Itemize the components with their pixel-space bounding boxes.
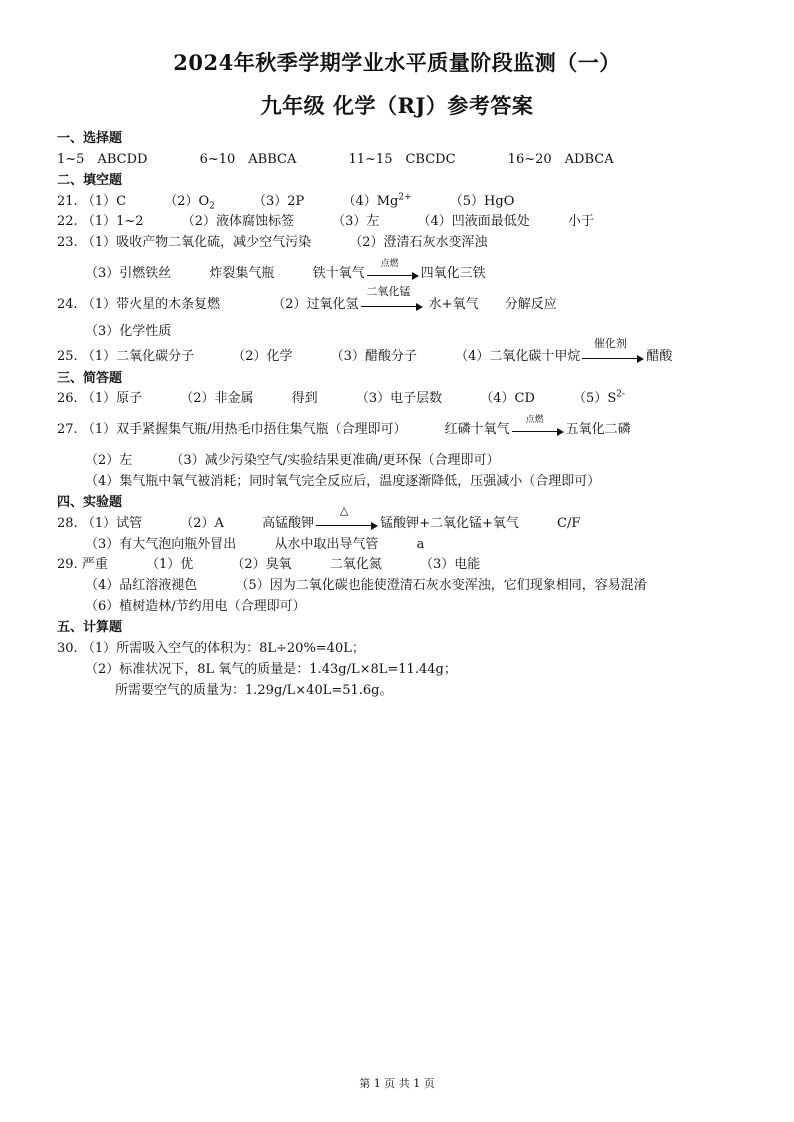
equation-right: 锰酸钾+二氧化锰+氧气 bbox=[380, 516, 519, 531]
answer-23-line2 bbox=[85, 258, 486, 281]
answer-part: （2）O bbox=[164, 194, 210, 209]
question-number: 23. bbox=[57, 235, 78, 250]
answer-part: a bbox=[416, 537, 425, 552]
answer-part: （4）凹液面最低处 bbox=[417, 214, 530, 229]
answer-27-line2 bbox=[85, 449, 499, 468]
answer-part: （3）减少污染空气/实验结果更准确/更环保（合理即可） bbox=[170, 453, 500, 468]
answer-28-line2 bbox=[85, 533, 424, 552]
question-number: 21. bbox=[57, 194, 78, 209]
answer-29-line3: （6）植树造林/节约用电（合理即可） bbox=[85, 599, 306, 614]
equation-right: 醋酸 bbox=[646, 349, 673, 364]
answer-30 bbox=[57, 637, 365, 656]
answer-part: 严重 bbox=[81, 557, 108, 572]
document-title: 2024年秋季学期学业水平质量阶段监测（一） bbox=[173, 50, 621, 75]
answer-part: （3）左 bbox=[332, 214, 380, 229]
section-heading-short-answer: 三、简答题 bbox=[57, 371, 123, 386]
subscript: 2 bbox=[209, 201, 215, 212]
reaction-arrow bbox=[582, 336, 644, 363]
question-number: 26. bbox=[57, 391, 78, 406]
question-number: 28. bbox=[57, 516, 78, 531]
equation-right: 水+氧气 bbox=[428, 297, 479, 312]
reaction-arrow bbox=[512, 414, 564, 436]
answer-23 bbox=[57, 231, 488, 250]
section-heading-choice: 一、选择题 bbox=[57, 131, 123, 146]
superscript: 2- bbox=[616, 389, 626, 400]
answer-part: 分解反应 bbox=[504, 297, 557, 312]
superscript: 2+ bbox=[398, 192, 412, 203]
choice-group-1: 1~5 ABCDD bbox=[57, 152, 148, 167]
reaction-condition: 二氧化锰 bbox=[366, 284, 411, 298]
equation-left: （4）二氧化碳十甲烷 bbox=[455, 349, 581, 364]
answer-part: 二氧化氮 bbox=[329, 557, 382, 572]
reaction-condition: 点燃 bbox=[380, 258, 399, 269]
question-number: 30. bbox=[57, 641, 78, 656]
answer-part: （4）品红溶液褪色 bbox=[85, 578, 198, 593]
answer-30-line3: 所需要空气的质量为：1.29g/L×40L=51.6g。 bbox=[115, 683, 393, 698]
answer-25 bbox=[57, 336, 673, 364]
answer-27 bbox=[57, 414, 631, 437]
answer-part: （4）Mg bbox=[342, 194, 399, 209]
answer-part: （5）HgO bbox=[449, 194, 515, 209]
reaction-condition: 点燃 bbox=[525, 414, 544, 425]
answer-part: （3）有大气泡向瓶外冒出 bbox=[85, 537, 237, 552]
answer-part: （3）引燃铁丝 bbox=[85, 266, 172, 281]
choice-answers bbox=[57, 148, 614, 167]
equation-right: 五氧化二磷 bbox=[565, 422, 631, 437]
answer-part: （1）C bbox=[81, 194, 127, 209]
answer-part: （5）S bbox=[573, 391, 617, 406]
answer-29 bbox=[57, 553, 480, 572]
answer-part: （2）臭氧 bbox=[231, 557, 292, 572]
answer-part: （1）试管 bbox=[81, 516, 143, 531]
answer-part: （3）2P bbox=[253, 194, 305, 209]
equation-left: 铁十氧气 bbox=[312, 266, 365, 281]
answer-27-line3: （4）集气瓶中氧气被消耗；同时氧气完全反应后，温度逐渐降低，压强减小（合理即可） bbox=[85, 474, 601, 489]
answer-part: （1）吸收产物二氧化硫，减少空气污染 bbox=[81, 235, 312, 250]
question-number: 24. bbox=[57, 297, 78, 312]
answer-part: （2）液体腐蚀标签 bbox=[181, 214, 294, 229]
answer-part: （1）所需吸入空气的体积为：8L÷20%=40L； bbox=[81, 641, 365, 656]
section-heading-calculation: 五、计算题 bbox=[57, 620, 123, 635]
answer-29-line2 bbox=[85, 574, 647, 593]
answer-part: （1）二氧化碳分子 bbox=[81, 349, 195, 364]
answer-part: 炸裂集气瓶 bbox=[209, 266, 275, 281]
section-heading-fill: 二、填空题 bbox=[57, 173, 123, 188]
answer-part: （5）因为二氧化碳也能使澄清石灰水变浑浊，它们现象相同，容易混淆 bbox=[235, 578, 647, 593]
answer-part: （3）醋酸分子 bbox=[330, 349, 417, 364]
answer-part: （2）澄清石灰水变浑浊 bbox=[349, 235, 488, 250]
answer-part: （3）电能 bbox=[419, 557, 481, 572]
answer-part: （4）CD bbox=[480, 391, 535, 406]
equation-right: 四氧化三铁 bbox=[420, 266, 486, 281]
choice-group-2: 6~10 ABBCA bbox=[199, 152, 297, 167]
answer-26 bbox=[57, 387, 625, 406]
answer-24 bbox=[57, 284, 557, 312]
question-number: 25. bbox=[57, 349, 78, 364]
question-number: 29. bbox=[57, 557, 78, 572]
answer-part: （3）电子层数 bbox=[355, 391, 443, 406]
answer-part: 得到 bbox=[291, 391, 318, 406]
answer-part: 从水中取出导气管 bbox=[274, 537, 379, 552]
reaction-arrow bbox=[361, 284, 423, 311]
question-number: 22. bbox=[57, 214, 78, 229]
answer-22 bbox=[57, 210, 594, 229]
answer-part: （1）带火星的木条复燃 bbox=[81, 297, 221, 312]
equation-left: 高锰酸钾 bbox=[262, 516, 315, 531]
answer-part: （1）1~2 bbox=[81, 214, 144, 229]
answer-part: （2）非金属 bbox=[180, 391, 254, 406]
answer-21 bbox=[57, 190, 514, 212]
answer-24-line2: （3）化学性质 bbox=[85, 324, 172, 339]
document-subtitle: 九年级 化学（RJ）参考答案 bbox=[260, 93, 534, 118]
equation-left: 红磷十氧气 bbox=[444, 422, 510, 437]
reaction-arrow bbox=[316, 503, 378, 530]
section-heading-experiment: 四、实验题 bbox=[57, 495, 123, 510]
answer-30-line2: （2）标准状况下，8L 氧气的质量是：1.43g/L×8L=11.44g； bbox=[85, 662, 457, 677]
reaction-arrow bbox=[367, 258, 419, 280]
answer-part: （2）左 bbox=[85, 453, 133, 468]
answer-part: （1）优 bbox=[145, 557, 194, 572]
answer-part: （2）化学 bbox=[232, 349, 293, 364]
answer-part: C/F bbox=[557, 516, 581, 531]
reaction-condition: 催化剂 bbox=[593, 336, 627, 350]
answer-part: （1）原子 bbox=[81, 391, 143, 406]
answer-part: （2）A bbox=[180, 516, 224, 531]
choice-group-4: 16~20 ADBCA bbox=[507, 152, 614, 167]
equation-left: （2）过氧化氢 bbox=[272, 297, 359, 312]
choice-group-3: 11~15 CBCDC bbox=[348, 152, 456, 167]
answer-28 bbox=[57, 503, 581, 531]
answer-part: （1）双手紧握集气瓶/用热毛巾捂住集气瓶（合理即可） bbox=[81, 422, 407, 437]
answer-part: 小于 bbox=[567, 214, 594, 229]
question-number: 27. bbox=[57, 422, 78, 437]
page-footer: 第 1 页 共 1 页 bbox=[359, 1077, 435, 1090]
reaction-condition: △ bbox=[339, 503, 349, 517]
